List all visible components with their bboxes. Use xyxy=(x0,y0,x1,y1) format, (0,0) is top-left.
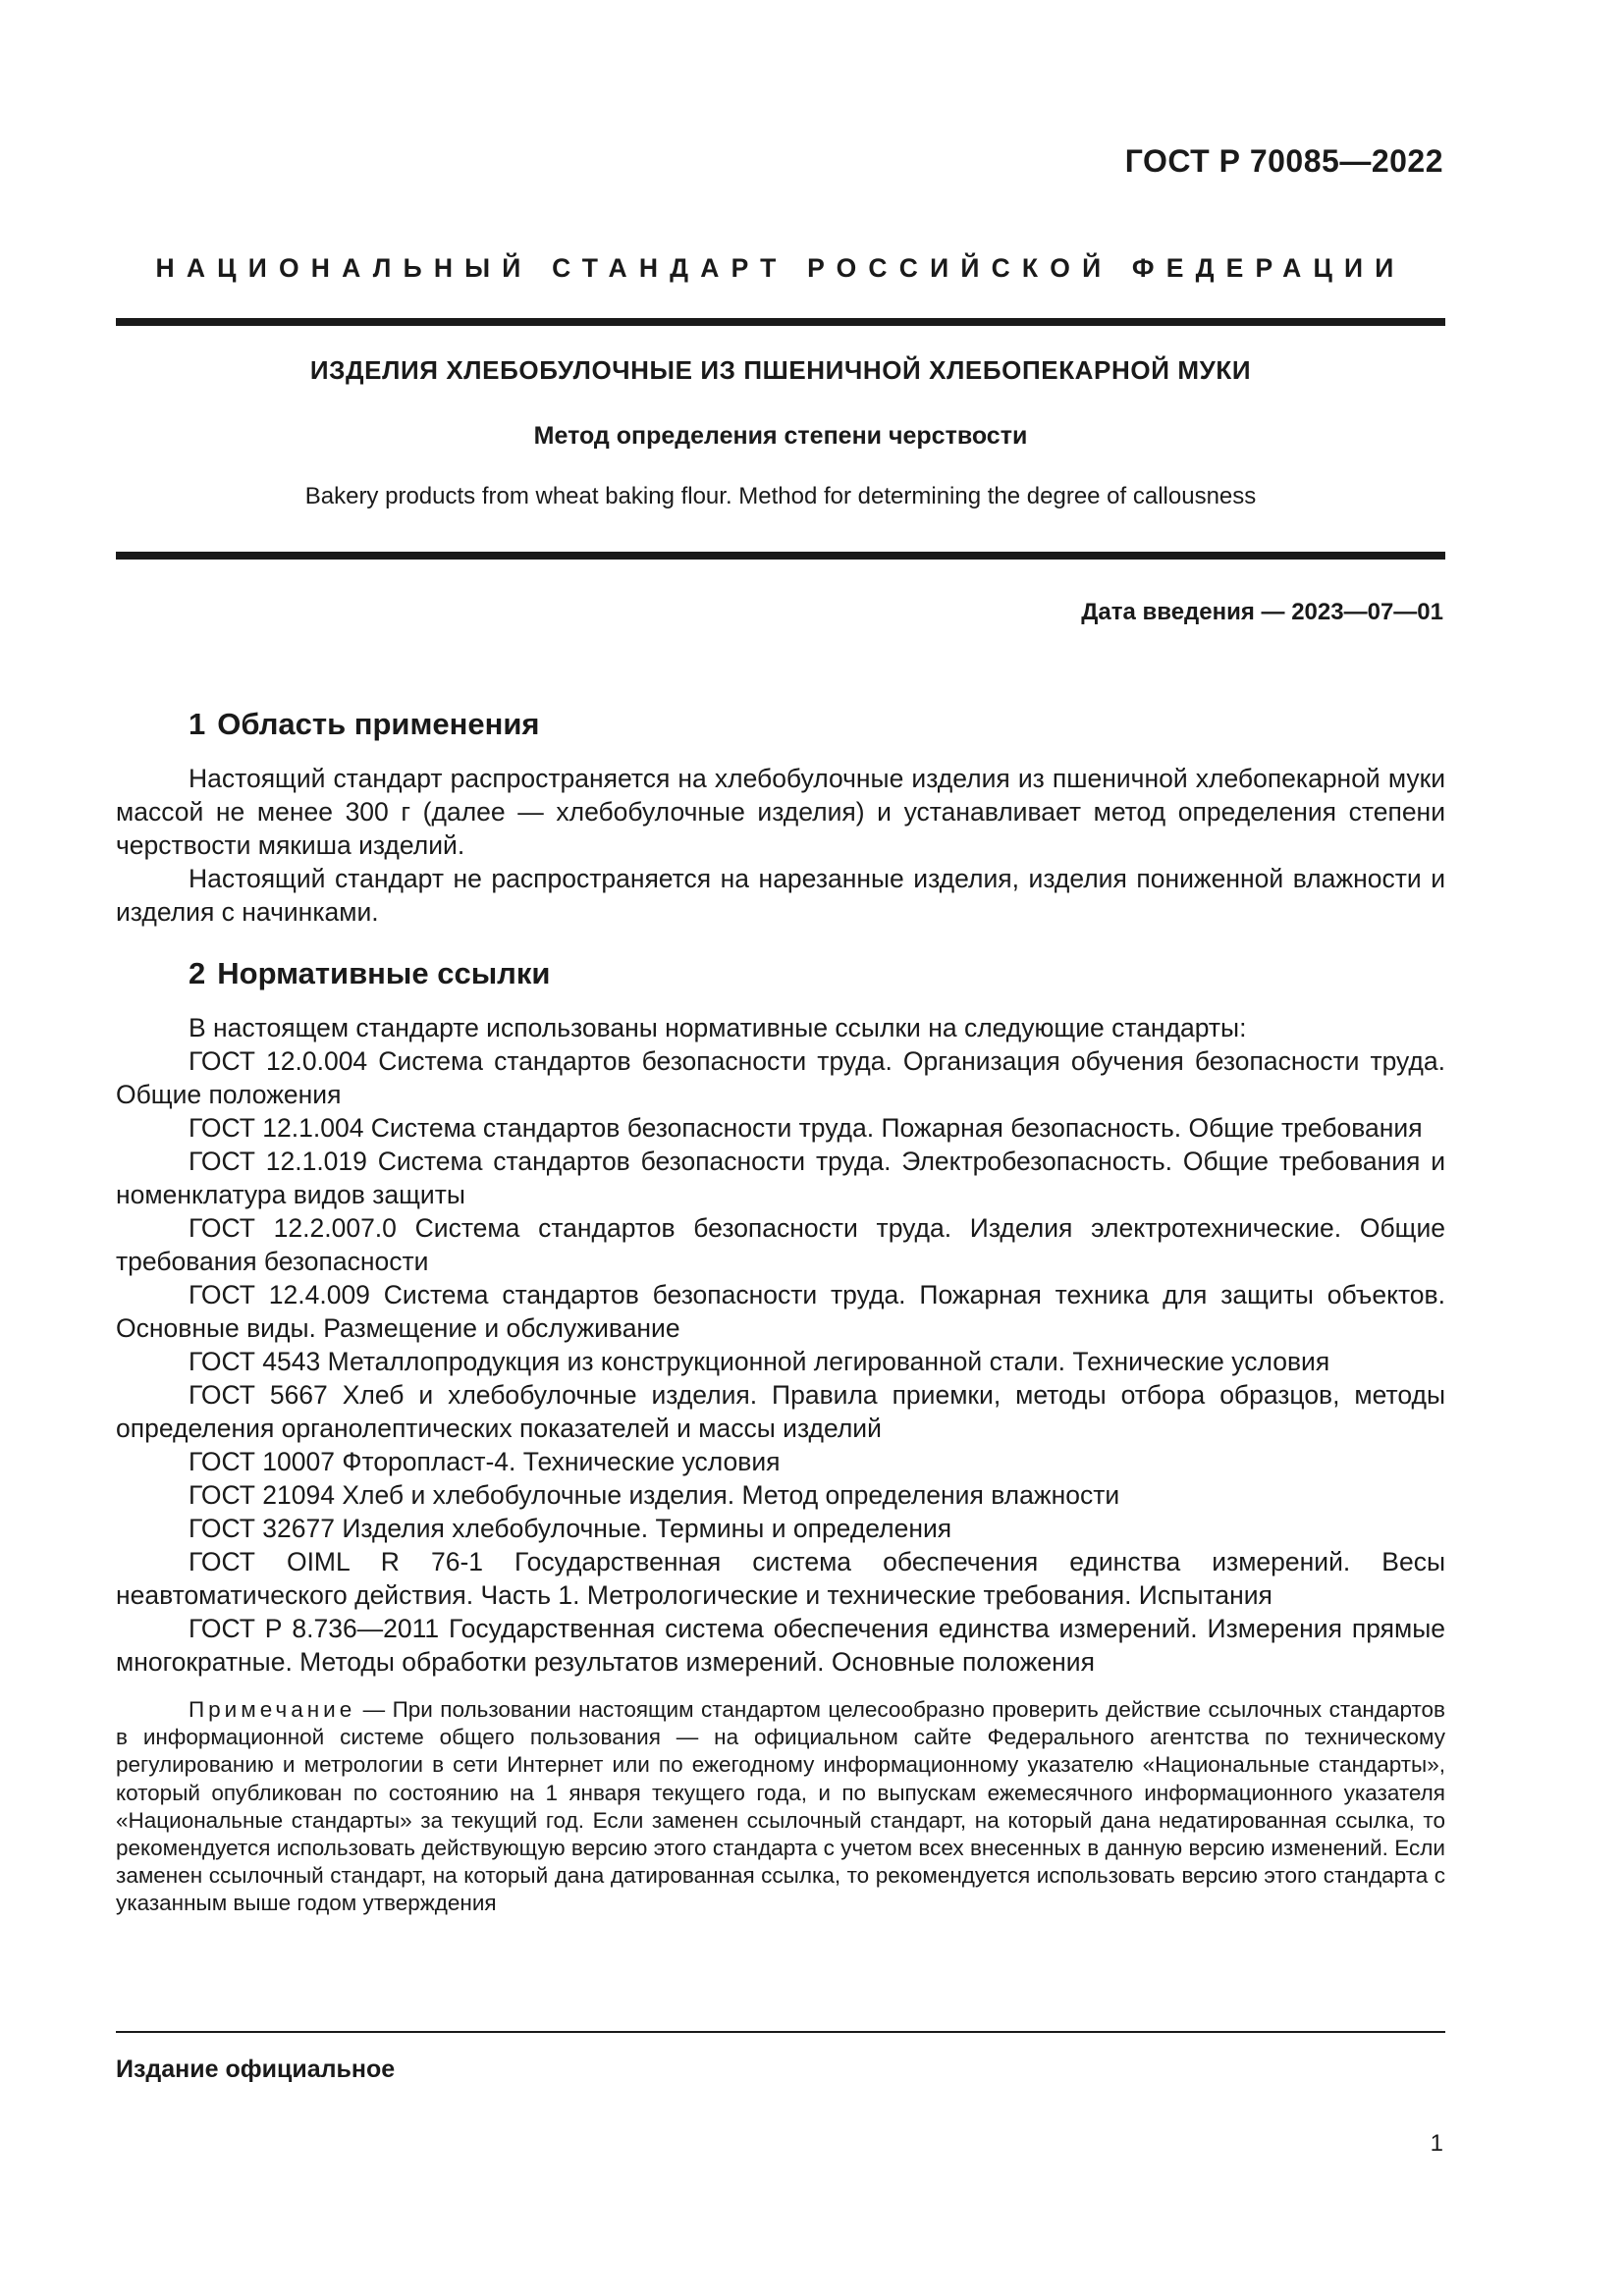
reference-item: ГОСТ 10007 Фторопласт-4. Технические условия xyxy=(189,1447,781,1476)
section-2-intro: В настоящем стандарте использованы нормативные ссылки на следующие стандарты: xyxy=(189,1013,1247,1042)
reference-item: ГОСТ 12.4.009 Система стандартов безопасности труда. Пожарная техника для защиты объектов. Основные виды. Размещение и обслуживание xyxy=(116,1280,1445,1343)
reference-item: ГОСТ 21094 Хлеб и хлебобулочные изделия. Метод определения влажности xyxy=(189,1480,1120,1510)
introduction-date: Дата введения — 2023—07—01 xyxy=(1081,599,1443,625)
reference-item: ГОСТ 12.1.019 Система стандартов безопасности труда. Электробезопасность. Общие требования и номенклатура видов защиты xyxy=(116,1147,1445,1209)
section-1-paragraph: Настоящий стандарт распространяется на хлебобулочные изделия из пшеничной хлебопекарной муки массой не менее 300 г (далее — хлебобулочные изделия) и устанавливает метод определения степени черствости мякиша изделий. xyxy=(116,764,1445,860)
section-1-number: 1 xyxy=(189,707,206,741)
reference-item: ГОСТ 12.1.004 Система стандартов безопасности труда. Пожарная безопасность. Общие требования xyxy=(189,1113,1423,1143)
document-number: ГОСТ Р 70085—2022 xyxy=(1124,143,1443,179)
reference-item: ГОСТ 4543 Металлопродукция из конструкционной легированной стали. Технические условия xyxy=(189,1347,1330,1376)
title-divider xyxy=(116,552,1445,560)
section-2-title: Нормативные ссылки xyxy=(217,956,551,990)
section-1-paragraph: Настоящий стандарт не распространяется на нарезанные изделия, изделия пониженной влажности и изделия с начинками. xyxy=(116,864,1445,927)
note-block xyxy=(116,1696,1445,1918)
reference-item: ГОСТ 5667 Хлеб и хлебобулочные изделия. Правила приемки, методы отбора образцов, методы определения органолептических показателей и массы изделий xyxy=(116,1380,1445,1443)
section-1-heading xyxy=(189,705,1445,744)
section-2-heading xyxy=(189,954,1445,993)
official-edition-label: Издание официальное xyxy=(116,2056,396,2083)
note-text: — При пользовании настоящим стандартом целесообразно проверить действие ссылочных стандартов в информационной системе общего пользования — на официальном сайте Федерального агентства по техническому регулированию и метрологии в сети Интернет или по ежегодному информационному указателю «Национальные стандарты», который опубликован по состоянию на 1 января текущего года, и по выпускам ежемесячного информационного указателя «Национальные стандарты» за текущий год. Если заменен ссылочный стандарт, на который дана недатированная ссылка, то рекомендуется использовать действующую версию этого стандарта с учетом всех внесенных в данную версию изменений. Если заменен ссылочный стандарт, на который дана датированная ссылка, то рекомендуется использовать версию этого стандарта с указанным выше годом утверждения xyxy=(116,1697,1445,1916)
note-label: Примечание xyxy=(189,1697,356,1722)
top-divider xyxy=(116,318,1445,326)
reference-item: ГОСТ 32677 Изделия хлебобулочные. Термины и определения xyxy=(189,1514,952,1543)
document-body xyxy=(116,705,1445,1918)
footer-divider xyxy=(116,2031,1445,2033)
page-number: 1 xyxy=(1430,2130,1443,2157)
document-subtitle: Метод определения степени черствости xyxy=(533,422,1028,450)
section-2-number: 2 xyxy=(189,956,206,990)
english-title: Bakery products from wheat baking flour. Method for determining the degree of callousness xyxy=(304,483,1257,509)
national-standard-banner: НАЦИОНАЛЬНЫЙ СТАНДАРТ РОССИЙСКОЙ ФЕДЕРАЦИИ xyxy=(155,253,1406,283)
document-title: ИЗДЕЛИЯ ХЛЕБОБУЛОЧНЫЕ ИЗ ПШЕНИЧНОЙ ХЛЕБОПЕКАРНОЙ МУКИ xyxy=(309,355,1252,385)
reference-item: ГОСТ OIML R 76-1 Государственная система обеспечения единства измерений. Весы неавтоматического действия. Часть 1. Метрологические и технические требования. Испытания xyxy=(116,1547,1445,1610)
section-1-title: Область применения xyxy=(217,707,540,741)
reference-item: ГОСТ Р 8.736—2011 Государственная система обеспечения единства измерений. Измерения прямые многократные. Методы обработки результатов измерений. Основные положения xyxy=(116,1614,1445,1677)
reference-item: ГОСТ 12.0.004 Система стандартов безопасности труда. Организация обучения безопасности труда. Общие положения xyxy=(116,1046,1445,1109)
reference-item: ГОСТ 12.2.007.0 Система стандартов безопасности труда. Изделия электротехнические. Общие требования безопасности xyxy=(116,1213,1445,1276)
